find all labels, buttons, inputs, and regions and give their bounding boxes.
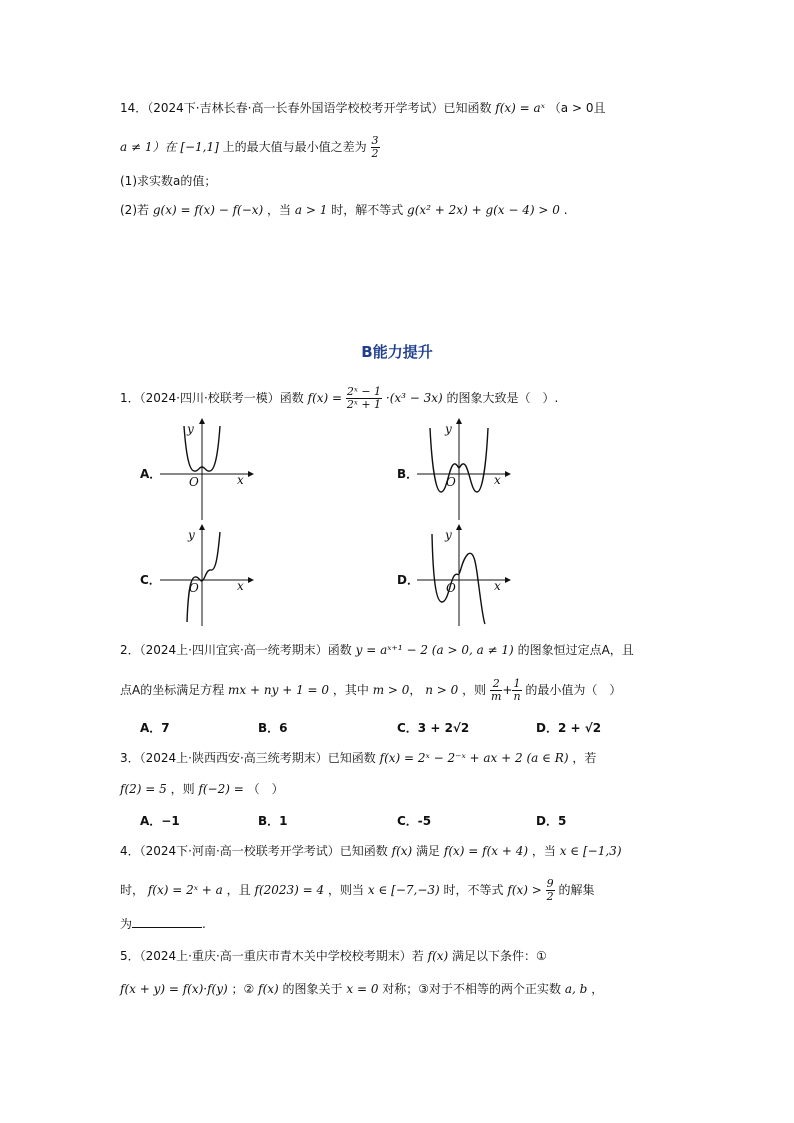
- q5-f: f(x): [427, 949, 449, 963]
- q1-func-rhs: ·(x³ − 3x): [385, 391, 443, 405]
- q1-option-b-label: B．: [397, 467, 419, 481]
- q1-option-a-label: A．: [140, 467, 162, 481]
- x-axis-arrow: [505, 577, 511, 583]
- q1-a-y-label: y: [187, 422, 194, 436]
- q4-line1: [120, 842, 622, 860]
- q2-line2-end: 的最小值为（ ）: [525, 683, 622, 697]
- q14-frac-num: 3: [371, 134, 379, 147]
- q4-line2-mid3: 时，不等式: [443, 883, 504, 897]
- q1-b-y-label: y: [445, 422, 452, 436]
- q14-part2-cond: a > 1: [294, 203, 328, 217]
- x-axis-arrow: [248, 577, 254, 583]
- q4-given: f(2023) = 4: [254, 883, 325, 897]
- q2-line2-prefix: 点A的坐标满足方程: [120, 683, 225, 697]
- q4-prefix: 4．（2024下·河南·高一校联考开学考试）已知函数: [120, 844, 388, 858]
- q3-option-a[interactable]: A．−1: [140, 814, 180, 828]
- q1-d-y-label: y: [445, 528, 452, 542]
- q2-plus: +: [502, 683, 513, 697]
- q1-c-y-label: y: [188, 528, 195, 542]
- q3-line2: [120, 780, 284, 798]
- q4-ineq: f(x) >: [507, 883, 542, 897]
- q1-a-origin: O: [189, 475, 199, 489]
- q1-d-x-label: x: [494, 579, 501, 593]
- q4-answer-blank[interactable]: [132, 915, 202, 928]
- q2-option-a[interactable]: A．7: [140, 721, 170, 735]
- q4-def: f(x) = 2ˣ + a: [147, 883, 223, 897]
- q14-part2-text: 时，解不等式: [331, 203, 404, 217]
- q2-frac1-num: 2: [490, 678, 502, 691]
- q1-frac-den: 2ˣ + 1: [346, 398, 382, 411]
- q2-frac2: [512, 678, 521, 703]
- q4-line2: [120, 878, 595, 903]
- q14-line1: [120, 99, 605, 117]
- y-axis-arrow: [199, 524, 205, 530]
- q4-mid1: 满足: [416, 844, 441, 858]
- q1-stem: [120, 386, 558, 411]
- q3-line1: [120, 749, 596, 767]
- q1-c-origin: O: [189, 581, 199, 595]
- q3-end: （ ）: [247, 782, 284, 796]
- q3-ask: f(−2) =: [198, 782, 244, 796]
- q3-option-d[interactable]: D．5: [536, 814, 567, 828]
- x-axis-arrow: [505, 471, 511, 477]
- q2-then: ，则: [462, 683, 487, 697]
- q2-equation: mx + ny + 1 = 0: [228, 683, 330, 697]
- q14-part2-end: .: [563, 203, 568, 217]
- q3-cond: f(2) = 5: [120, 782, 167, 796]
- q14-func: f(x) = aˣ: [495, 101, 545, 115]
- q1-frac-num: 2ˣ − 1: [346, 385, 382, 398]
- q1-func-lhs: f(x) =: [307, 391, 343, 405]
- y-axis-arrow: [456, 418, 462, 424]
- q4-interval: x ∈ [−1,3): [559, 844, 622, 858]
- q1-fraction: [346, 386, 382, 411]
- q4-line2-start: 时，: [120, 883, 145, 897]
- q5-end: ，: [591, 982, 604, 996]
- q14-interval: [−1,1]: [180, 140, 219, 154]
- q5-f2: f(x): [258, 982, 279, 996]
- q2-frac1: [490, 678, 502, 703]
- q4-fraction: [546, 878, 555, 903]
- q2-frac2-num: 1: [513, 677, 521, 690]
- q5-cond1: f(x + y) = f(x)·f(y): [120, 982, 228, 996]
- y-axis-arrow: [456, 524, 462, 530]
- q3-prefix: 3．（2024上·陕西西安·高三统考期末）已知函数: [120, 751, 376, 765]
- q1-graph-a: [155, 418, 255, 523]
- q2-line1: [120, 641, 634, 659]
- q14-part2-mid: ，当: [267, 203, 292, 217]
- q1-c-x-label: x: [237, 579, 244, 593]
- q4-f: f(x): [391, 844, 413, 858]
- q2-func: y = aˣ⁺¹ − 2 (a > 0, a ≠ 1): [355, 643, 514, 657]
- q2-prefix: 2．（2024上·四川宜宾·高一统考期末）函数: [120, 643, 352, 657]
- q3-suffix: ，若: [572, 751, 597, 765]
- q3-func: f(x) = 2ˣ − 2⁻ˣ + ax + 2 (a ∈ R): [379, 751, 569, 765]
- q5-vars: a, b: [564, 982, 588, 996]
- q5-suffix: 满足以下条件：①: [452, 949, 547, 963]
- q2-suffix: 的图象恒过定点A，且: [517, 643, 634, 657]
- q5-mid1: ；②: [231, 982, 255, 996]
- q2-cond-m: m > 0: [372, 683, 410, 697]
- q5-line2: [120, 980, 603, 998]
- q2-line2: [120, 678, 621, 703]
- q2-line2-mid: ，其中: [332, 683, 369, 697]
- q4-line3-start: 为: [120, 917, 133, 931]
- q4-line3-end: .: [202, 917, 206, 931]
- q1-graph-c: [155, 524, 255, 629]
- q14-prefix: 14．（2024下·吉林长春·高一长春外国语学校校考开学考试）已知函数: [120, 101, 492, 115]
- q14-part2-def: g(x) = f(x) − f(−x): [152, 203, 264, 217]
- x-axis-arrow: [248, 471, 254, 477]
- q14-fraction: [371, 135, 380, 160]
- q2-frac1-den: m: [490, 690, 502, 703]
- q2-option-c[interactable]: C．3 + 2√2: [397, 721, 470, 735]
- q14-part2-ineq: g(x² + 2x) + g(x − 4) > 0: [407, 203, 560, 217]
- q2-option-d[interactable]: D．2 + √2: [536, 721, 602, 735]
- q4-mid2: ，当: [531, 844, 556, 858]
- q5-axis: x = 0: [346, 982, 379, 996]
- q1-option-d-label: D．: [397, 573, 419, 587]
- q4-range: x ∈ [−7,−3): [367, 883, 440, 897]
- y-axis-arrow: [199, 418, 205, 424]
- q1-option-c-label: C．: [140, 573, 161, 587]
- q4-line2-mid: ，且: [226, 883, 251, 897]
- q14-frac-den: 2: [371, 147, 379, 160]
- q4-line3: [120, 915, 206, 933]
- q1-suffix: 的图象大致是（ ）.: [446, 391, 559, 405]
- q14-text: 上的最大值与最小值之差为: [222, 140, 367, 154]
- q5-mid2: 的图象关于: [282, 982, 343, 996]
- q14-line2: [120, 135, 380, 160]
- q1-b-origin: O: [446, 475, 456, 489]
- q1-graph-d: [412, 524, 512, 629]
- section-title: B能力提升: [361, 343, 433, 361]
- q2-option-b[interactable]: B．6: [258, 721, 288, 735]
- q3-option-c[interactable]: C．-5: [397, 814, 432, 828]
- q4-frac-den: 2: [546, 890, 554, 903]
- q5-mid3: 对称；③对于不相等的两个正实数: [382, 982, 562, 996]
- q4-line2-mid2: ，则当: [328, 883, 365, 897]
- q2-cond-n: n > 0: [425, 683, 459, 697]
- q1-graph-b: [412, 418, 512, 523]
- q4-line2-end: 的解集: [558, 883, 595, 897]
- q2-frac2-den: n: [513, 690, 521, 703]
- q14-cond2: a ≠ 1）在: [120, 140, 177, 154]
- q1-d-origin: O: [446, 581, 456, 595]
- q14-part1: (1)求实数a的值；: [120, 174, 217, 188]
- q4-frac-num: 9: [546, 877, 554, 890]
- q5-prefix: 5．（2024上·重庆·高一重庆市青木关中学校校考期末）若: [120, 949, 424, 963]
- q1-b-x-label: x: [494, 473, 501, 487]
- q3-option-b[interactable]: B．1: [258, 814, 288, 828]
- q2-sep: ，: [409, 683, 422, 697]
- q1-a-x-label: x: [237, 473, 244, 487]
- q1-prefix: 1．（2024·四川·校联考一模）函数: [120, 391, 304, 405]
- q5-line1: [120, 947, 547, 965]
- q14-part2: [120, 201, 568, 219]
- curve: [187, 532, 220, 622]
- q3-mid: ，则: [170, 782, 195, 796]
- q14-part2-prefix: (2)若: [120, 203, 149, 217]
- q14-cond: （a > 0且: [548, 101, 606, 115]
- q4-period: f(x) = f(x + 4): [443, 844, 529, 858]
